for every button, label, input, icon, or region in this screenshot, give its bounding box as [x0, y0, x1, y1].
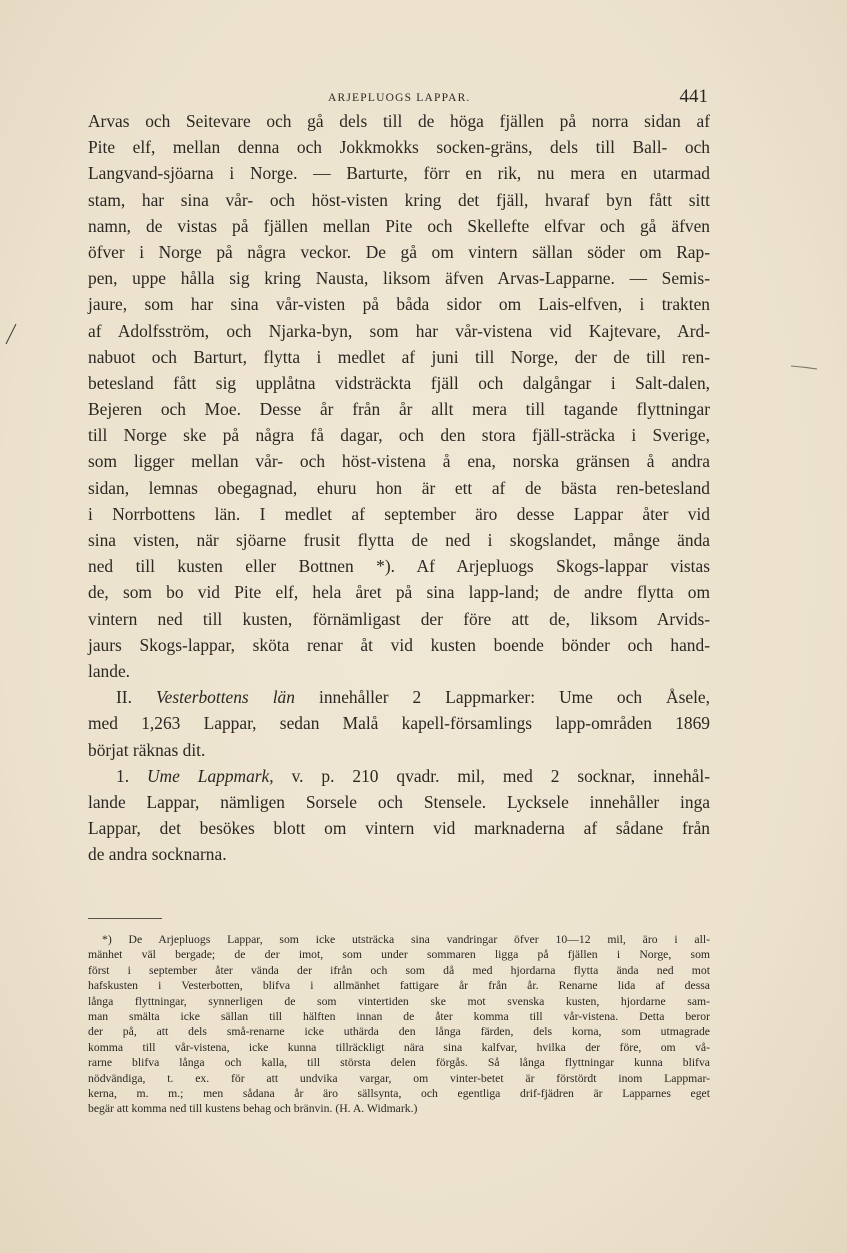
margin-slash-mark	[5, 323, 17, 345]
text-line: Lappar, det besökes blott om vintern vid marknaderna af sådane från	[88, 818, 710, 839]
text-line: betesland fått sig upplåtna vidsträckta fjäll och dalgångar i Salt-dalen,	[88, 372, 710, 393]
footnote-line: der på, att dels små-renarne icke uthärda den långa färden, dels korna, som utmagrade	[88, 1025, 710, 1039]
footnote-line: begär att komma ned till kustens behag och bränvin. (H. A. Widmark.)	[88, 1102, 418, 1116]
footnote-line: kerna, m. m.; men sådana år äro sällsynta, och egentliga drif-fjädren är Lapparnes eget	[88, 1086, 710, 1100]
footnote-line: först i september åter vända der ifrån och som då med hjordarna flytta ända ned mot	[88, 963, 710, 977]
section-ii-text: innehåller 2 Lappmarker: Ume och Åsele,	[318, 687, 710, 708]
text-line: lande.	[88, 660, 131, 681]
footnote-line: *) De Arjepluogs Lappar, som icke utsträcka sina vandringar öfver 10—12 mil, äro i all-	[102, 933, 710, 946]
text-line: de, som bo vid Pite elf, hela året på sina lapp-land; de andre flytta om	[88, 582, 710, 603]
text-line: som ligger mellan vår- och höst-vistena å ena, norska gränsen å andra	[88, 451, 710, 472]
section-1-first-line	[88, 763, 710, 789]
text-line: till Norge ske på några få dagar, och den stora fjäll-sträcka i Sverige,	[88, 425, 710, 446]
text-line: med 1,263 Lappar, sedan Malå kapell-församlings lapp-områden 1869	[88, 713, 710, 734]
footnote-line: långa flyttningar, synnerligen de som vintertiden ske mot svenska kusten, hjordarne sam-	[88, 994, 710, 1008]
text-line: stam, har sina vår- och höst-visten kring det fjäll, hvaraf byn fått sitt	[88, 189, 710, 210]
section-ii-heading: Vesterbottens län	[155, 687, 295, 708]
margin-dash-mark	[790, 364, 818, 370]
page-number: 441	[679, 86, 708, 107]
text-line: af Adolfsström, och Njarka-byn, som har vår-vistena vid Kajtevare, Ard-	[88, 320, 710, 341]
text-line: Bejeren och Moe. Desse år från år allt mera till tagande flyttningar	[88, 399, 710, 420]
footnote-line: man smälta icke sällan till hälften innan de åter komma till vår-vistena. Detta beror	[88, 1009, 710, 1023]
text-line: Arvas och Seitevare och gå dels till de höga fjällen på norra sidan af	[88, 111, 710, 131]
footnote-line: rarne blifva långa och kalla, till största delen förgås. Så långa flyttningar kunna blifva	[88, 1056, 710, 1070]
running-title: ARJEPLUOGS LAPPAR.	[328, 92, 471, 104]
section-1-numeral: 1.	[116, 765, 130, 786]
text-line: pen, uppe hålla sig kring Nausta, liksom äfven Arvas-Lapparne. — Semis-	[88, 268, 710, 289]
text-line: jaurs Skogs-lappar, sköta renar åt vid kusten boende bönder och hand-	[88, 634, 710, 655]
text-line: öfver i Norge på några veckor. De gå om vintern sällan söder om Rap-	[88, 241, 710, 262]
section-1-text: v. p. 210 qvadr. mil, med 2 socknar, innehål-	[291, 765, 710, 786]
text-line: sidan, lemnas obegagnad, ehuru hon är ett af de bästa ren-betesland	[88, 477, 710, 498]
text-line: de andra socknarna.	[88, 844, 227, 865]
text-line: i Norrbottens län. I medlet af september äro desse Lappar åter vid	[88, 503, 710, 524]
footnote-rule	[88, 918, 162, 919]
text-line: Pite elf, mellan denna och Jokkmokks socken-gräns, dels till Ball- och	[88, 137, 710, 158]
footnote-line: hafskusten i Vesterbotten, blifva i allmänhet fattigare år från år. Renarne lida af dessa	[88, 979, 710, 993]
text-line: vintern ned till kusten, förnämligast der före att de, liksom Arvids-	[88, 608, 710, 629]
footnote-line: komma till vår-vistena, icke kunna tillräckligt nära sina kalfvar, hvilka der före, om vå-	[88, 1040, 710, 1054]
section-ii-numeral: II.	[116, 687, 132, 708]
section-1-heading: Ume Lappmark,	[147, 765, 274, 786]
text-line: ned till kusten eller Bottnen *). Af Arjepluogs Skogs-lappar vistas	[88, 556, 710, 577]
text-line: lande Lappar, nämligen Sorsele och Stensele. Lycksele innehåller inga	[88, 791, 710, 812]
text-line: sina visten, när sjöarne frusit flytta de ned i skogslandet, månge ända	[88, 530, 710, 550]
text-line: börjat räknas dit.	[88, 739, 206, 760]
main-text	[88, 108, 710, 867]
footnote-line: mänhet väl bergade; de der imot, som under sommaren ligga på fjällen i Norge, som	[88, 948, 710, 962]
footnote-line: nödvändiga, t. ex. för att undvika vargar, om vinter-betet är förstördt inom Lappmar-	[88, 1071, 710, 1085]
text-line: namn, de vistas på fjällen mellan Pite och Skellefte elfvar och gå äfven	[88, 215, 710, 236]
section-ii-first-line	[88, 684, 710, 710]
footnote	[88, 932, 710, 1117]
text-line: Langvand-sjöarna i Norge. — Barturte, förr en rik, nu mera en utarmad	[88, 163, 710, 184]
text-line: nabuot och Barturt, flytta i medlet af juni till Norge, der de till ren-	[88, 346, 710, 367]
text-line: jaure, som har sina vår-visten på båda sidor om Lais-elfven, i trakten	[88, 294, 710, 315]
